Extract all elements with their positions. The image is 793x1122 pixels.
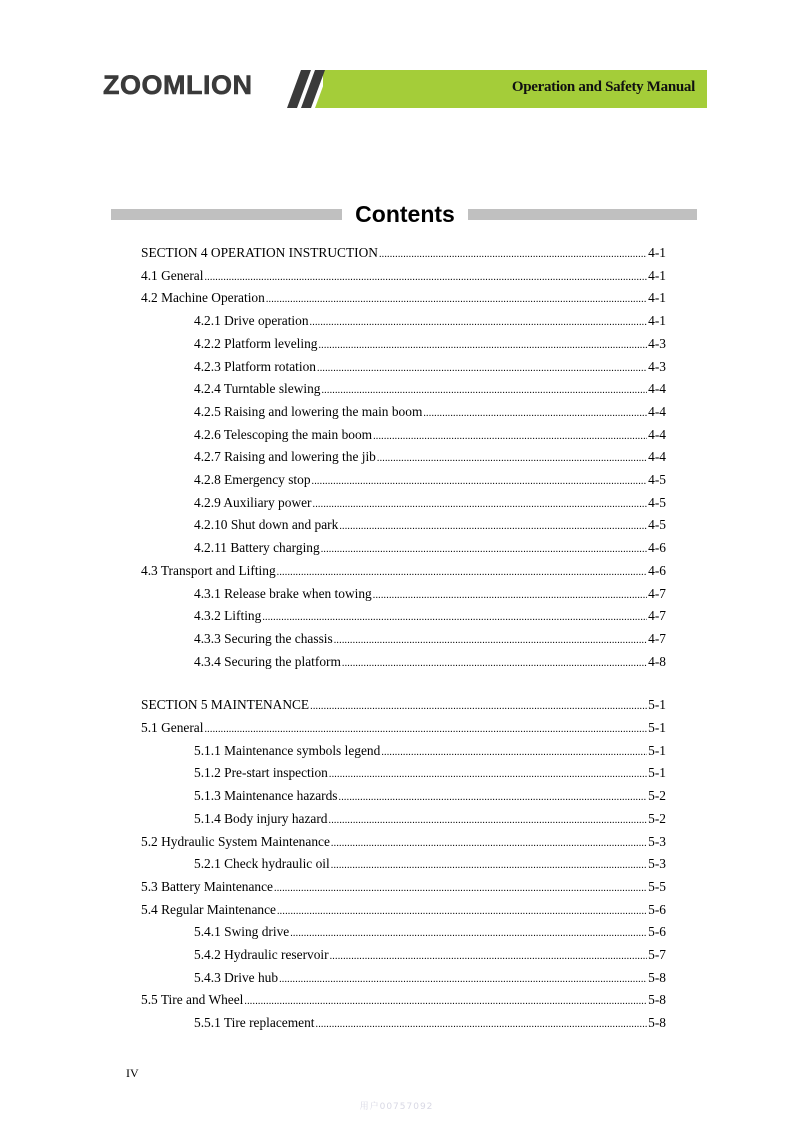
toc-entry-title: 4.3.2 Lifting — [194, 608, 262, 624]
toc-entry-title: 4.2.8 Emergency stop — [194, 472, 311, 487]
toc-entry-title: 4.2.11 Battery charging — [194, 540, 320, 556]
toc-entry-page: 4-4 — [648, 403, 666, 419]
toc-entry-title: 5.4.1 Swing drive — [194, 924, 290, 940]
toc-entry[interactable] — [194, 854, 666, 874]
toc-entry-title: 5.1.1 Maintenance symbols legend — [194, 742, 381, 758]
toc-entry[interactable] — [194, 447, 666, 467]
header-band — [323, 70, 707, 108]
toc-entry[interactable] — [194, 470, 666, 490]
toc-entry-page: 5-2 — [648, 810, 666, 826]
toc-entry[interactable] — [194, 763, 666, 783]
toc-leader-dots — [317, 359, 647, 379]
toc-entry-title: 4.2.9 Auxiliary power — [194, 494, 312, 510]
toc-entry[interactable] — [194, 357, 666, 377]
toc-entry-title: 5.1.3 Maintenance hazards — [194, 788, 338, 804]
toc-leader-dots — [321, 381, 647, 401]
toc-leader-dots — [274, 879, 647, 899]
toc-entry-page: 4-7 — [648, 585, 666, 601]
toc-entry-title: 4.3.1 Release brake when towing — [194, 585, 372, 601]
toc-leader-dots — [204, 268, 647, 288]
toc-leader-dots — [262, 608, 647, 628]
toc-entry-page: 5-1 — [648, 742, 666, 758]
toc-entry-title: 4.2.3 Platform rotation — [194, 358, 316, 374]
toc-entry[interactable] — [194, 809, 666, 829]
toc-entry-title: 5.1.4 Body injury hazard — [194, 810, 328, 826]
toc-entry-title: 4.3.4 Securing the platform — [194, 653, 341, 669]
toc-entry[interactable] — [194, 629, 666, 649]
toc-entry[interactable] — [141, 288, 666, 308]
toc-leader-dots — [339, 517, 647, 537]
toc-leader-dots — [377, 449, 647, 469]
toc-leader-dots — [373, 427, 647, 447]
toc-entry[interactable] — [194, 968, 666, 988]
toc-entry[interactable] — [194, 538, 666, 558]
toc-entry[interactable] — [141, 718, 666, 738]
toc-entry[interactable] — [194, 741, 666, 761]
toc-leader-dots — [331, 834, 647, 854]
toc-entry-page: 5-6 — [648, 924, 666, 940]
toc-entry-title: 5.2 Hydraulic System Maintenance — [141, 833, 330, 849]
toc-leader-dots — [290, 924, 647, 944]
toc-leader-dots — [342, 654, 647, 674]
toc-entry-page: 5-1 — [648, 697, 666, 713]
page-header — [103, 70, 707, 108]
toc-entry[interactable] — [194, 425, 666, 445]
toc-entry-page: 4-4 — [648, 426, 666, 442]
toc-entry-page: 4-4 — [648, 449, 666, 465]
toc-entry-page: 5-8 — [648, 992, 666, 1008]
toc-entry[interactable] — [194, 606, 666, 626]
toc-leader-dots — [329, 765, 647, 785]
toc-entry-title: 5.1 General — [141, 720, 204, 735]
toc-entry[interactable] — [194, 515, 666, 535]
zoomlion-logo: ZOOMLION — [103, 70, 253, 100]
toc-leader-dots — [379, 245, 647, 265]
toc-entry-title: SECTION 4 OPERATION INSTRUCTION — [141, 245, 378, 260]
toc-entry-title: 5.1.2 Pre-start inspection — [194, 765, 328, 781]
heading-rule-right — [468, 209, 697, 220]
toc-entry-page: 4-1 — [648, 245, 666, 260]
toc-leader-dots — [279, 970, 647, 990]
toc-entry[interactable] — [194, 334, 666, 354]
toc-entry-page: 5-2 — [648, 788, 666, 804]
toc-entry[interactable] — [194, 402, 666, 422]
toc-entry-page: 5-1 — [648, 765, 666, 781]
toc-leader-dots — [277, 563, 647, 583]
toc-leader-dots — [244, 992, 647, 1012]
toc-leader-dots — [321, 540, 647, 560]
toc-entry-page: 4-7 — [648, 630, 666, 646]
toc-entry-page: 4-8 — [648, 653, 666, 669]
toc-entry-page: 5-8 — [648, 969, 666, 985]
toc-leader-dots — [316, 1015, 648, 1035]
heading-rule-left — [111, 209, 342, 220]
toc-entry-page: 4-5 — [648, 472, 666, 487]
toc-leader-dots — [310, 697, 647, 717]
toc-leader-dots — [373, 586, 647, 606]
toc-entry[interactable] — [141, 243, 666, 263]
toc-entry[interactable] — [141, 832, 666, 852]
toc-entry-title: 5.2.1 Check hydraulic oil — [194, 856, 330, 872]
toc-entry-page: 5-5 — [648, 878, 666, 894]
toc-entry[interactable] — [194, 786, 666, 806]
contents-heading — [111, 200, 697, 228]
toc-leader-dots — [312, 472, 648, 492]
toc-entry-title: 4.2.5 Raising and lowering the main boom — [194, 403, 423, 419]
toc-entry[interactable] — [141, 877, 666, 897]
toc-entry-title: 4.2 Machine Operation — [141, 290, 265, 306]
toc-leader-dots — [266, 290, 647, 310]
toc-entry[interactable] — [141, 990, 666, 1010]
toc-leader-dots — [334, 631, 647, 651]
toc-entry-page: 4-4 — [648, 381, 666, 397]
toc-entry-title: 4.3.3 Securing the chassis — [194, 630, 333, 646]
toc-entry[interactable] — [194, 922, 666, 942]
toc-entry-page: 5-8 — [648, 1015, 666, 1031]
toc-entry-page: 5-6 — [648, 901, 666, 917]
toc-entry-title: 5.5 Tire and Wheel — [141, 992, 244, 1008]
toc-entry-title: 4.2.10 Shut down and park — [194, 517, 339, 533]
toc-entry-title: 4.2.7 Raising and lowering the jib — [194, 449, 376, 465]
toc-entry-page: 4-3 — [648, 335, 666, 351]
toc-entry[interactable] — [194, 584, 666, 604]
toc-entry-title: 5.3 Battery Maintenance — [141, 878, 273, 894]
toc-entry[interactable] — [141, 561, 666, 581]
toc-entry[interactable] — [141, 900, 666, 920]
toc-entry[interactable] — [194, 379, 666, 399]
toc-entry-page: 4-5 — [648, 517, 666, 533]
toc-entry-title: 4.2.2 Platform leveling — [194, 335, 318, 351]
toc-entry-title: 4.2.6 Telescoping the main boom — [194, 426, 373, 442]
toc-entry[interactable] — [141, 695, 666, 715]
toc-entry-page: 4-3 — [648, 358, 666, 374]
toc-entry-page: 4-6 — [648, 562, 666, 578]
toc-leader-dots — [381, 743, 647, 763]
toc-entry-title: 4.1 General — [141, 267, 204, 283]
toc-entry-title: SECTION 5 MAINTENANCE — [141, 697, 310, 713]
toc-leader-dots — [330, 947, 648, 967]
toc-entry-title: 5.5.1 Tire replacement — [194, 1015, 315, 1031]
toc-leader-dots — [339, 788, 648, 808]
toc-entry[interactable] — [141, 266, 666, 286]
toc-entry-title: 4.3 Transport and Lifting — [141, 562, 276, 578]
toc-entry-page: 4-1 — [648, 313, 666, 329]
toc-leader-dots — [204, 720, 647, 740]
watermark: 用户00757092 — [359, 1102, 434, 1112]
toc-entry-page: 4-1 — [648, 267, 666, 283]
manual-title: Operation and Safety Manual — [511, 79, 695, 95]
toc-entry-title: 5.4.2 Hydraulic reservoir — [194, 947, 329, 962]
toc-leader-dots — [313, 495, 648, 515]
toc-entry[interactable] — [194, 652, 666, 672]
page-number: IV — [126, 1066, 139, 1080]
toc-entry-title: 4.2.1 Drive operation — [194, 313, 309, 329]
toc-entry-title: 5.4.3 Drive hub — [194, 969, 279, 985]
toc-entry[interactable] — [194, 493, 666, 513]
toc-entry-page: 5-1 — [648, 720, 666, 735]
toc-entry-page: 5-3 — [648, 833, 666, 849]
toc-entry-page: 4-6 — [648, 540, 666, 556]
toc-entry[interactable] — [194, 945, 666, 965]
toc-leader-dots — [329, 811, 648, 831]
toc-leader-dots — [277, 902, 647, 922]
toc-leader-dots — [331, 856, 647, 876]
toc-leader-dots — [318, 336, 647, 356]
toc-entry-page: 4-7 — [648, 608, 666, 624]
toc-entry-page: 5-7 — [648, 947, 666, 962]
toc-leader-dots — [423, 404, 647, 424]
toc-leader-dots — [310, 313, 648, 333]
contents-title: Contents — [355, 201, 455, 227]
toc-entry[interactable] — [194, 311, 666, 331]
toc-entry[interactable] — [194, 1013, 666, 1033]
toc-entry-page: 5-3 — [648, 856, 666, 872]
toc-entry-title: 5.4 Regular Maintenance — [141, 901, 276, 917]
toc-entry-page: 4-5 — [648, 494, 666, 510]
toc-entry-page: 4-1 — [648, 290, 666, 306]
logo-stripes-icon — [287, 70, 337, 108]
toc-entry-title: 4.2.4 Turntable slewing — [194, 381, 321, 397]
